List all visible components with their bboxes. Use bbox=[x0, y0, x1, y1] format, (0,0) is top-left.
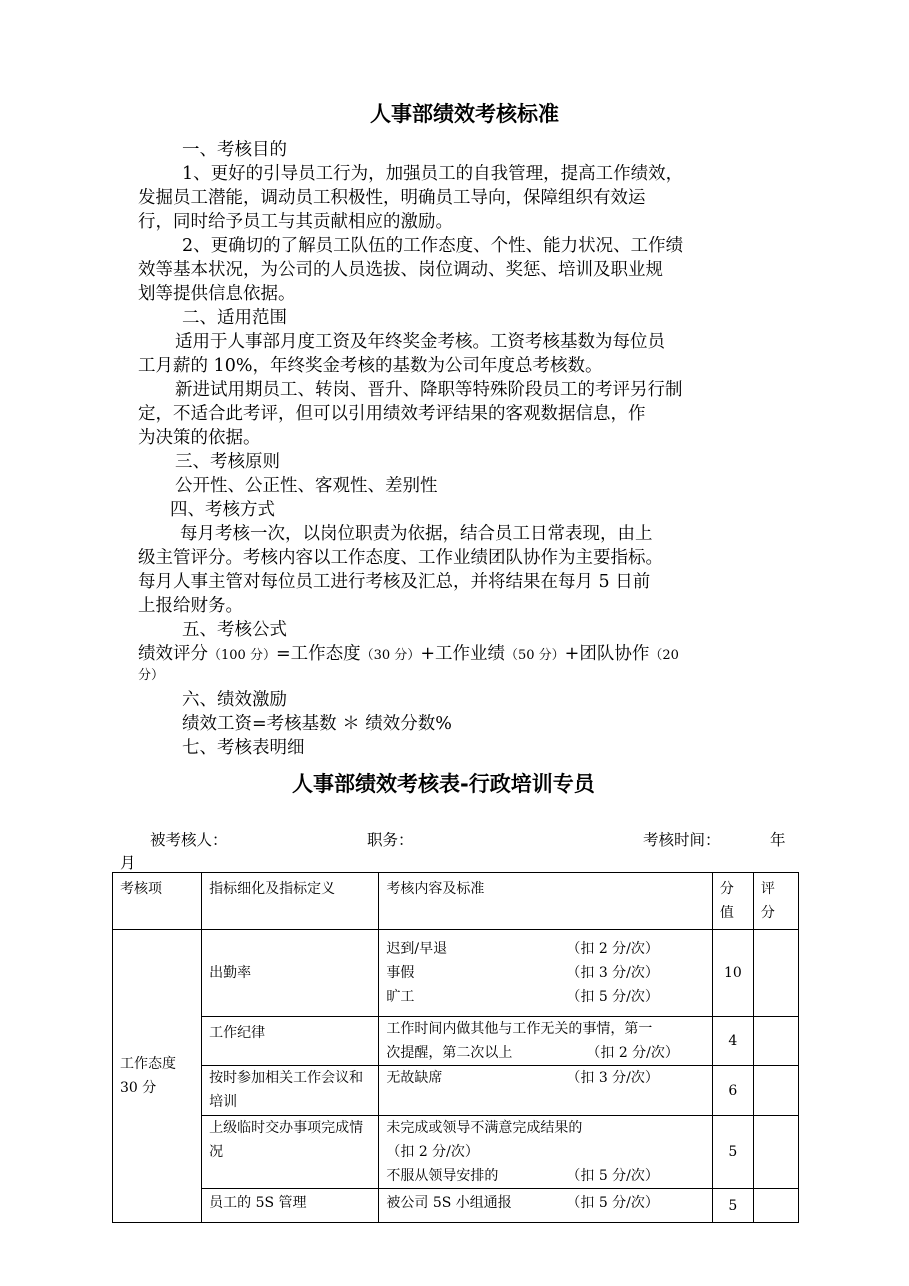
paragraph-line: 为决策的依据。 bbox=[138, 428, 261, 448]
content-text: （扣 2 分/次） bbox=[386, 1144, 479, 1160]
content-line bbox=[386, 937, 704, 961]
penalty-text: （扣 2 分/次） bbox=[586, 1045, 679, 1061]
content-text: 无故缺席 bbox=[386, 1070, 443, 1086]
header-indicator: 指标细化及指标定义 bbox=[202, 873, 379, 930]
content-line bbox=[386, 961, 704, 985]
formula-points: 分） bbox=[138, 668, 165, 683]
content-line bbox=[386, 1140, 704, 1164]
table-row bbox=[113, 1116, 799, 1189]
content-cell bbox=[379, 1017, 712, 1066]
formula-part: =工作态度 bbox=[275, 644, 361, 664]
paragraph-line: 2、更确切的了解员工队伍的工作态度、个性、能力状况、工作绩 bbox=[182, 236, 684, 256]
category-cell bbox=[113, 930, 202, 1223]
rating-cell[interactable] bbox=[753, 930, 798, 1017]
page-title: 人事部绩效考核标准 bbox=[370, 102, 559, 126]
category-points: 30 分 bbox=[120, 1080, 157, 1096]
assessment-table bbox=[112, 872, 799, 1223]
paragraph-line: 1、更好的引导员工行为，加强员工的自我管理，提高工作绩效， bbox=[182, 164, 684, 184]
content-cell bbox=[379, 1189, 712, 1223]
section-heading-incentive: 六、绩效激励 bbox=[182, 690, 287, 710]
formula-points: （20 bbox=[649, 648, 679, 663]
paragraph-line: 上报给财务。 bbox=[138, 596, 243, 616]
rating-cell[interactable] bbox=[753, 1116, 798, 1189]
meta-month-label: 月 bbox=[120, 854, 136, 872]
paragraph-line: 工月薪的 10%，年终奖金考核的基数为公司年度总考核数。 bbox=[138, 356, 603, 376]
table-row bbox=[113, 1189, 799, 1223]
header-score: 分 值 bbox=[712, 873, 753, 930]
content-text: 次提醒，第二次以上 bbox=[386, 1045, 513, 1061]
penalty-text: （扣 5 分/次） bbox=[566, 1195, 659, 1211]
score-cell: 6 bbox=[712, 1066, 753, 1116]
paragraph-line: 每月考核一次，以岗位职责为依据，结合员工日常表现，由上 bbox=[180, 524, 653, 544]
indicator-cell: 上级临时交办事项完成情况 bbox=[202, 1116, 379, 1189]
paragraph-line: 级主管评分。考核内容以工作态度、工作业绩团队协作为主要指标。 bbox=[138, 548, 663, 568]
content-text: 工作时间内做其他与工作无关的事情，第一 bbox=[386, 1021, 653, 1037]
rating-cell[interactable] bbox=[753, 1066, 798, 1116]
paragraph-line: 行，同时给予员工与其贡献相应的激励。 bbox=[138, 212, 453, 232]
content-cell bbox=[379, 1066, 712, 1116]
table-title: 人事部绩效考核表-行政培训专员 bbox=[292, 772, 595, 796]
content-text: 迟到/早退 bbox=[386, 941, 448, 957]
content-line bbox=[386, 1116, 704, 1140]
penalty-text: （扣 2 分/次） bbox=[566, 941, 659, 957]
table-header-row bbox=[113, 873, 799, 930]
penalty-text: （扣 3 分/次） bbox=[566, 965, 659, 981]
score-cell: 10 bbox=[712, 930, 753, 1017]
paragraph-line: 新进试用期员工、转岗、晋升、降职等特殊阶段员工的考评另行制 bbox=[175, 380, 683, 400]
section-heading-scope: 二、适用范围 bbox=[182, 308, 287, 328]
content-text: 未完成或领导不满意完成结果的 bbox=[386, 1120, 583, 1136]
content-cell bbox=[379, 930, 712, 1017]
paragraph-line: 定，不适合此考评，但可以引用绩效考评结果的客观数据信息，作 bbox=[138, 404, 646, 424]
indicator-cell: 按时参加相关工作会议和培训 bbox=[202, 1066, 379, 1116]
content-line bbox=[386, 1191, 704, 1215]
header-category: 考核项 bbox=[113, 873, 202, 930]
paragraph-line: 绩效工资=考核基数 ＊ 绩效分数% bbox=[182, 714, 452, 734]
table-row bbox=[113, 1066, 799, 1116]
paragraph-line: 划等提供信息依据。 bbox=[138, 284, 296, 304]
indicator-cell: 工作纪律 bbox=[202, 1017, 379, 1066]
rating-cell[interactable] bbox=[753, 1017, 798, 1066]
header-content: 考核内容及标准 bbox=[379, 873, 712, 930]
content-line bbox=[386, 985, 704, 1009]
paragraph-line: 效等基本状况，为公司的人员选拔、岗位调动、奖惩、培训及职业规 bbox=[138, 260, 663, 280]
penalty-text: （扣 3 分/次） bbox=[566, 1070, 659, 1086]
section-heading-method: 四、考核方式 bbox=[170, 500, 275, 520]
penalty-text: （扣 5 分/次） bbox=[566, 989, 659, 1005]
paragraph-line: 每月人事主管对每位员工进行考核及汇总，并将结果在每月 5 日前 bbox=[138, 572, 651, 592]
rating-cell[interactable] bbox=[753, 1189, 798, 1223]
content-text: 不服从领导安排的 bbox=[386, 1168, 499, 1184]
section-heading-formula: 五、考核公式 bbox=[182, 620, 287, 640]
formula-part: +工作业绩 bbox=[420, 644, 505, 664]
meta-position-label: 职务： bbox=[367, 831, 414, 849]
paragraph-line: 适用于人事部月度工资及年终奖金考核。工资考核基数为每位员 bbox=[175, 332, 665, 352]
formula-line bbox=[138, 642, 679, 668]
table-row bbox=[113, 930, 799, 1017]
meta-year-label: 年 bbox=[770, 831, 786, 849]
section-heading-table-detail: 七、考核表明细 bbox=[182, 738, 305, 758]
content-text: 事假 bbox=[386, 965, 415, 981]
meta-person-label: 被考核人： bbox=[150, 831, 228, 849]
table-row bbox=[113, 1017, 799, 1066]
score-cell: 5 bbox=[712, 1189, 753, 1223]
score-cell: 4 bbox=[712, 1017, 753, 1066]
content-text: 被公司 5S 小组通报 bbox=[386, 1195, 512, 1211]
section-heading-principles: 三、考核原则 bbox=[175, 452, 280, 472]
score-cell: 5 bbox=[712, 1116, 753, 1189]
paragraph-line: 公开性、公正性、客观性、差别性 bbox=[175, 476, 438, 496]
content-text: 旷工 bbox=[386, 989, 415, 1005]
category-name: 工作态度 bbox=[120, 1056, 176, 1072]
content-cell bbox=[379, 1116, 712, 1189]
indicator-cell: 出勤率 bbox=[202, 930, 379, 1017]
meta-time-label: 考核时间： bbox=[643, 831, 721, 849]
paragraph-line: 发掘员工潜能，调动员工积极性，明确员工导向，保障组织有效运 bbox=[138, 188, 646, 208]
section-heading-purpose: 一、考核目的 bbox=[182, 140, 287, 160]
formula-part: +团队协作 bbox=[564, 644, 650, 664]
indicator-cell: 员工的 5S 管理 bbox=[202, 1189, 379, 1223]
content-line bbox=[386, 1066, 704, 1090]
formula-points: （100 分） bbox=[208, 648, 276, 663]
penalty-text: （扣 5 分/次） bbox=[566, 1168, 659, 1184]
content-line bbox=[386, 1164, 704, 1188]
content-line bbox=[386, 1041, 704, 1065]
formula-points: （50 分） bbox=[504, 648, 565, 663]
header-rating: 评 分 bbox=[753, 873, 798, 930]
content-line bbox=[386, 1017, 704, 1041]
formula-part: 绩效评分 bbox=[138, 644, 208, 664]
formula-points: （30 分） bbox=[360, 648, 421, 663]
